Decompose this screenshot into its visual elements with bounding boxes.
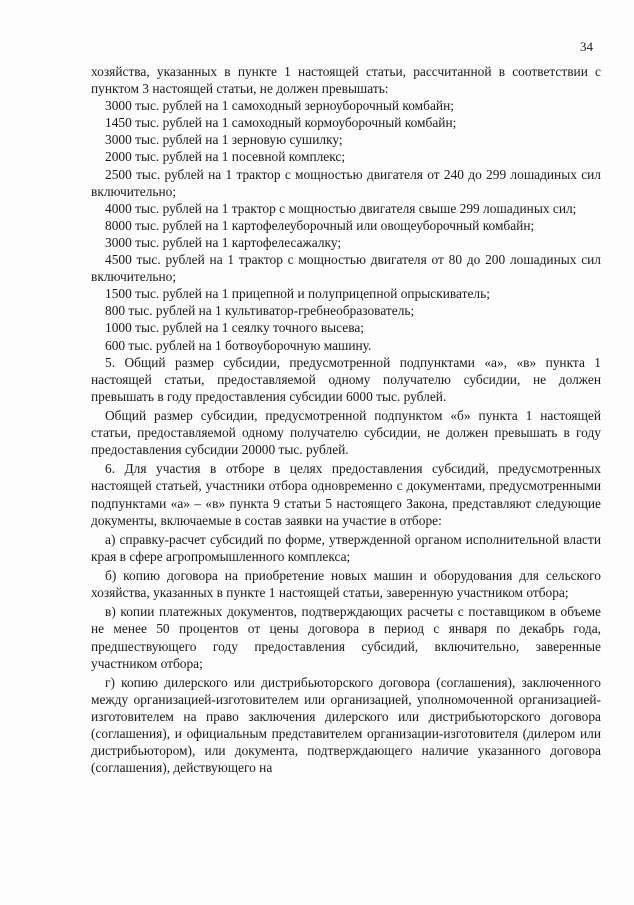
limit-item-seeding-complex: 2000 тыс. рублей на 1 посевной комплекс; — [105, 149, 346, 165]
limit-item-precision-seeder: 1000 тыс. рублей на 1 сеялку точного высева; — [105, 320, 365, 336]
clause-6-item-a: а) справку-расчет субсидий по форме, утвержденной органом исполнительной власти края в сфере агропромышленного комплекса; — [91, 531, 601, 564]
limit-item-tractor-240-299: 2500 тыс. рублей на 1 трактор с мощностью двигателя от 240 до 299 лошадиных сил включительно; — [91, 166, 601, 199]
clause-6-paragraph: 6. Для участия в отборе в целях предоставления субсидий, предусмотренных настоящей статьей, участники отбора одновременно с документами, предусмотренными подпунктами «а» – «в» пункта 9 статьи 5 настоящего Закона, представляют следующие документы, включаемые в состав заявки на участие в отборе: — [91, 461, 601, 528]
limit-item-haulm-harvester: 600 тыс. рублей на 1 ботвоуборочную машину. — [105, 337, 372, 353]
limit-item-potato-harvester: 8000 тыс. рублей на 1 картофелеуборочный или овощеуборочный комбайн; — [105, 217, 535, 233]
clause-5-second-paragraph: Общий размер субсидии, предусмотренной подпунктом «б» пункта 1 настоящей статьи, предоставляемой одному получателю субсидии, не должен превышать в году предоставления субсидии 20000 тыс. рублей. — [91, 407, 601, 458]
limit-item-sprayer: 1500 тыс. рублей на 1 прицепной и полуприцепной опрыскиватель; — [105, 286, 490, 302]
limit-item-potato-planter: 3000 тыс. рублей на 1 картофелесажалку; — [105, 234, 342, 250]
clause-6-item-v: в) копии платежных документов, подтверждающих расчеты с поставщиком в объеме не менее 50 процентов от цены договора в период с января по декабрь года, предшествующего году предоставления субсидий, включительно, заверенные участником отбора; — [91, 604, 601, 671]
page-number: 34 — [580, 39, 593, 54]
clause-6-item-b: б) копию договора на приобретение новых машин и оборудования для сельского хозяйства, указанных в пункте 1 настоящей статьи, заверенную участником отбора; — [91, 568, 601, 601]
document-body — [91, 63, 601, 776]
limit-item-forage-harvester: 1450 тыс. рублей на 1 самоходный кормоуборочный комбайн; — [105, 115, 457, 131]
paragraph-continuation: хозяйства, указанных в пункте 1 настоящей статьи, рассчитанной в соответствии с пунктом 3 настоящей статьи, не должен превышать: — [91, 64, 601, 97]
limit-item-tractor-80-200: 4500 тыс. рублей на 1 трактор с мощностью двигателя от 80 до 200 лошадиных сил включительно; — [91, 252, 601, 285]
limit-item-tractor-over-299: 4000 тыс. рублей на 1 трактор с мощностью двигателя свыше 299 лошадиных сил; — [105, 200, 577, 216]
limit-item-ridge-cultivator: 800 тыс. рублей на 1 культиватор-гребнеобразователь; — [105, 303, 415, 319]
clause-6-item-g: г) копию дилерского или дистрибьюторского договора (соглашения), заключенного между организацией-изготовителем или организацией, уполномоченной организацией-изготовителем на право заключения дилерского или дистрибьюторского договора (соглашения), и официальным представителем организации-изготовителя (дилером или дистрибьютором), или документа, подтверждающего наличие указанного договора (соглашения), действующего на — [91, 674, 601, 776]
limit-item-grain-dryer: 3000 тыс. рублей на 1 зерновую сушилку; — [105, 132, 343, 148]
clause-5-paragraph: 5. Общий размер субсидии, предусмотренной подпунктами «а», «в» пункта 1 настоящей статьи, предоставляемой одному получателю субсидии, не должен превышать в году предоставления субсидии 6000 тыс. рублей. — [91, 354, 601, 404]
limit-item-grain-harvester: 3000 тыс. рублей на 1 самоходный зерноуборочный комбайн; — [105, 98, 454, 114]
